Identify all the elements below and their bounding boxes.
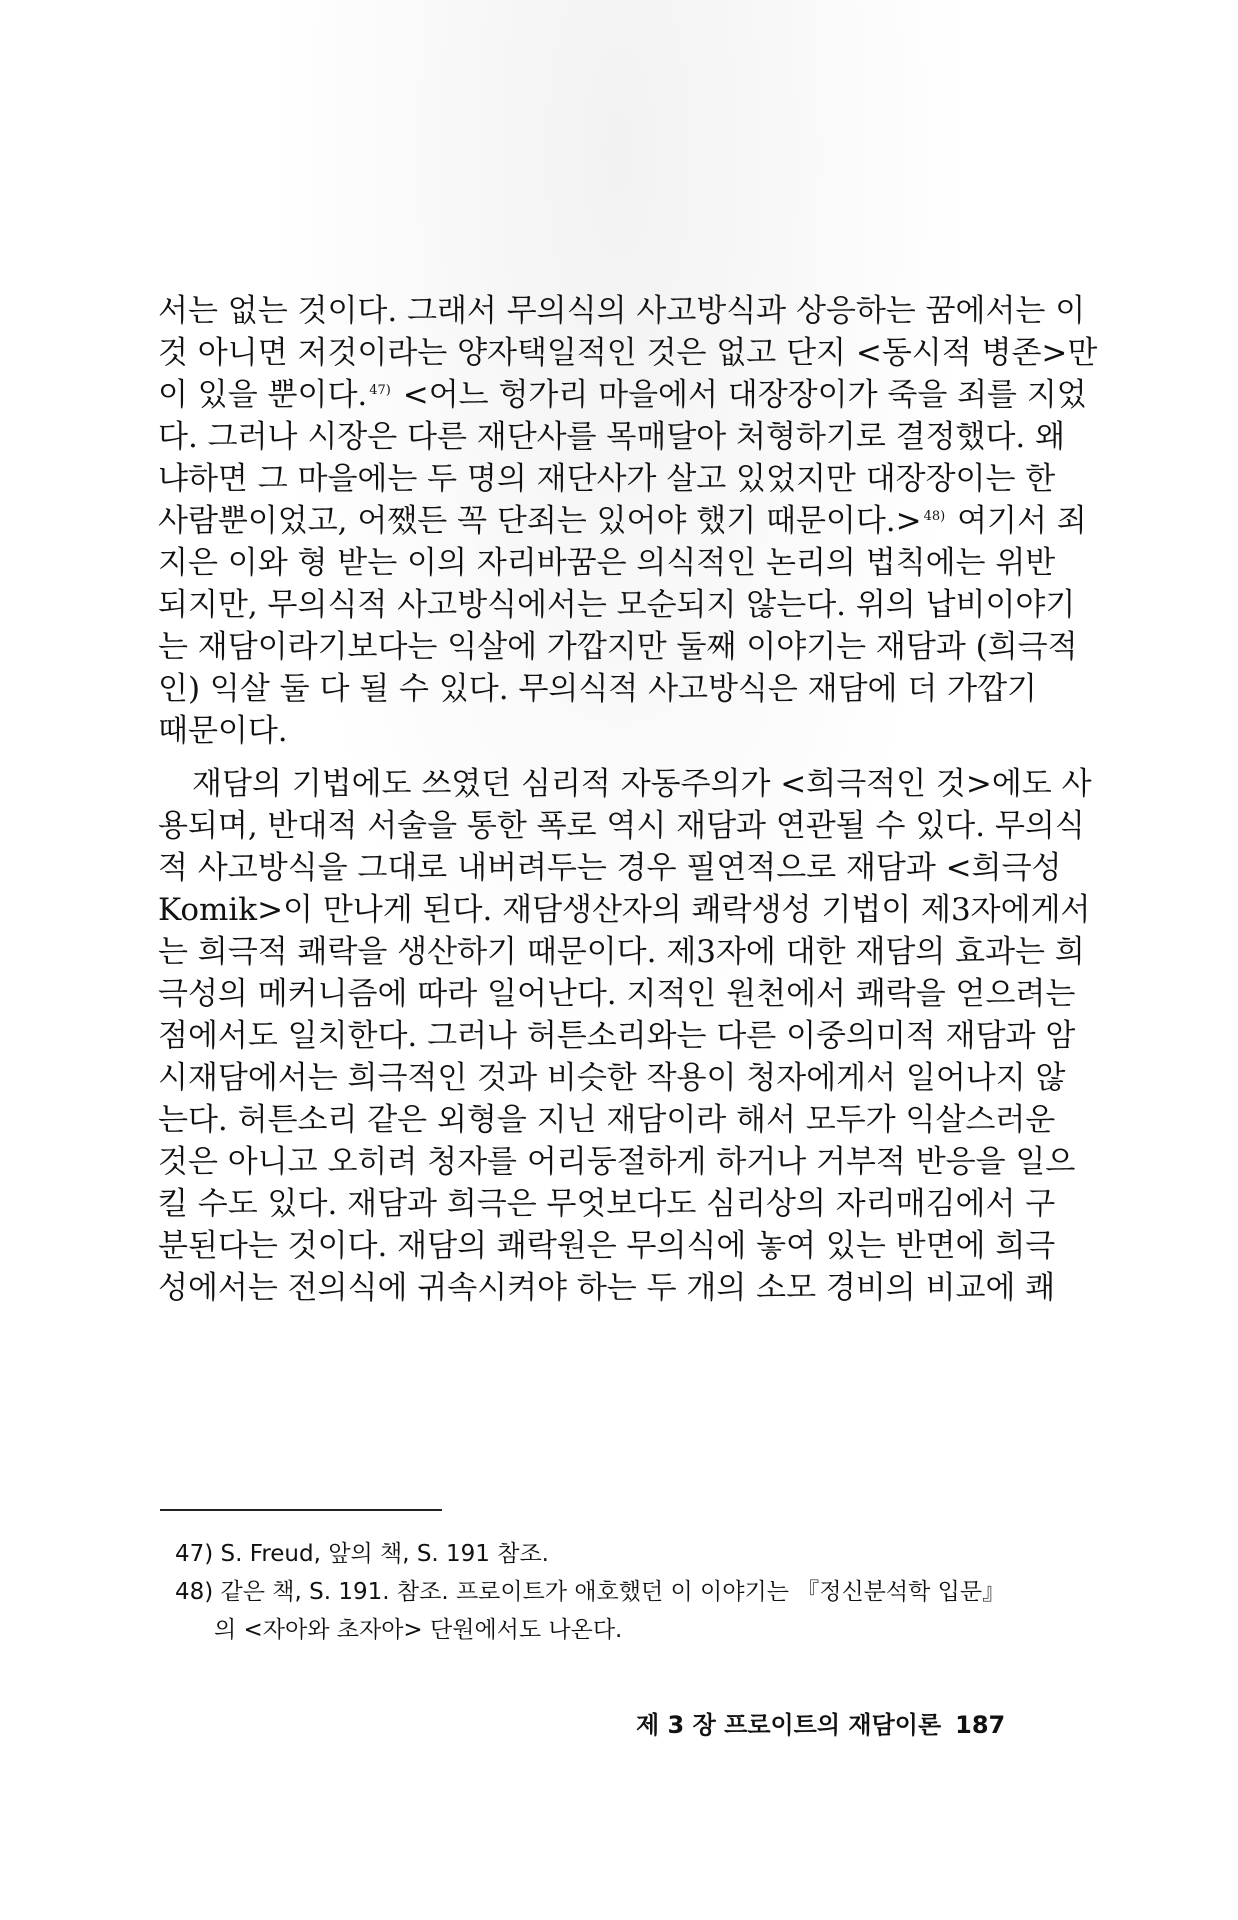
running-footer [636, 1705, 1005, 1740]
footnote-ref-47: 47) [369, 383, 391, 398]
text-segment: 사람뿐이었고, 어쨌든 꼭 단죄는 있어야 했기 때문이다.> [158, 503, 922, 539]
text-line: 는 재담이라기보다는 익살에 가깝지만 둘째 이야기는 재담과 (희극적 [158, 629, 1078, 665]
footnote-47: 47) S. Freud, 앞의 책, S. 191 참조. [175, 1541, 549, 1567]
chapter-title: 제 3 장 프로이트의 재담이론 [636, 1711, 942, 1739]
text-line: 는다. 허튼소리 같은 외형을 지닌 재담이라 해서 모두가 익살스러운 [158, 1102, 1056, 1138]
text-line: 다. 그러나 시장은 다른 재단사를 목매달아 처형하기로 결정했다. 왜 [158, 419, 1066, 455]
text-line: 성에서는 전의식에 귀속시켜야 하는 두 개의 소모 경비의 비교에 쾌 [158, 1270, 1056, 1306]
footnote-divider [160, 1509, 442, 1511]
text-line: 적 사고방식을 그대로 내버려두는 경우 필연적으로 재담과 <희극성 [158, 850, 1062, 886]
text-line: 때문이다. [158, 713, 288, 749]
footnote-48-continued: 의 <자아와 초자아> 단원에서도 나온다. [214, 1617, 623, 1643]
text-line: 점에서도 일치한다. 그러나 허튼소리와는 다른 이중의미적 재담과 암 [158, 1018, 1076, 1054]
text-line: Komik>이 만나게 된다. 재담생산자의 쾌락생성 기법이 제3자에게서 [158, 892, 1091, 928]
footnotes [175, 1535, 1035, 1649]
text-line-with-refs [158, 374, 1087, 416]
text-line: 것 아니면 저것이라는 양자택일적인 것은 없고 단지 <동시적 병존>만 [158, 335, 1098, 371]
text-line: 냐하면 그 마을에는 두 명의 재단사가 살고 있었지만 대장장이는 한 [158, 461, 1056, 497]
text-line-with-refs [158, 500, 1087, 542]
page-number: 187 [955, 1711, 1006, 1739]
body-text [158, 290, 1098, 1309]
text-line: 분된다는 것이다. 재담의 쾌락원은 무의식에 놓여 있는 반면에 희극 [158, 1228, 1056, 1264]
text-line: 시재담에서는 희극적인 것과 비슷한 작용이 청자에게서 일어나지 않 [158, 1060, 1066, 1096]
text-line: 인) 익살 둘 다 될 수 있다. 무의식적 사고방식은 재담에 더 가깝기 [158, 671, 1037, 707]
text-line: 킬 수도 있다. 재담과 희극은 무엇보다도 심리상의 자리매김에서 구 [158, 1186, 1056, 1222]
footnote-ref-48: 48) [923, 509, 946, 524]
text-line: 것은 아니고 오히려 청자를 어리둥절하게 하거나 거부적 반응을 일으 [158, 1144, 1076, 1180]
text-segment: 이 있을 뿐이다. [158, 377, 368, 413]
text-line: 는 희극적 쾌락을 생산하기 때문이다. 제3자에 대한 재담의 효과는 희 [158, 934, 1085, 970]
text-line: 극성의 메커니즘에 따라 일어난다. 지적인 원천에서 쾌락을 얻으려는 [158, 976, 1076, 1012]
text-segment: <어느 헝가리 마을에서 대장장이가 죽을 죄를 지었 [402, 377, 1087, 413]
text-line: 지은 이와 형 받는 이의 자리바꿈은 의식적인 논리의 법칙에는 위반 [158, 545, 1056, 581]
text-line: 용되며, 반대적 서술을 통한 폭로 역시 재담과 연관될 수 있다. 무의식 [158, 808, 1085, 844]
text-segment: 여기서 죄 [957, 503, 1087, 539]
text-line: 되지만, 무의식적 사고방식에서는 모순되지 않는다. 위의 납비이야기 [158, 587, 1076, 623]
footnote-48: 48) 같은 책, S. 191. 참조. 프로이트가 애호했던 이 이야기는 『정신분석학 입문』 [175, 1579, 1006, 1605]
text-line: 재담의 기법에도 쓰였던 심리적 자동주의가 <희극적인 것>에도 사 [192, 766, 1092, 802]
text-line: 서는 없는 것이다. 그래서 무의식의 사고방식과 상응하는 꿈에서는 이 [158, 293, 1086, 329]
